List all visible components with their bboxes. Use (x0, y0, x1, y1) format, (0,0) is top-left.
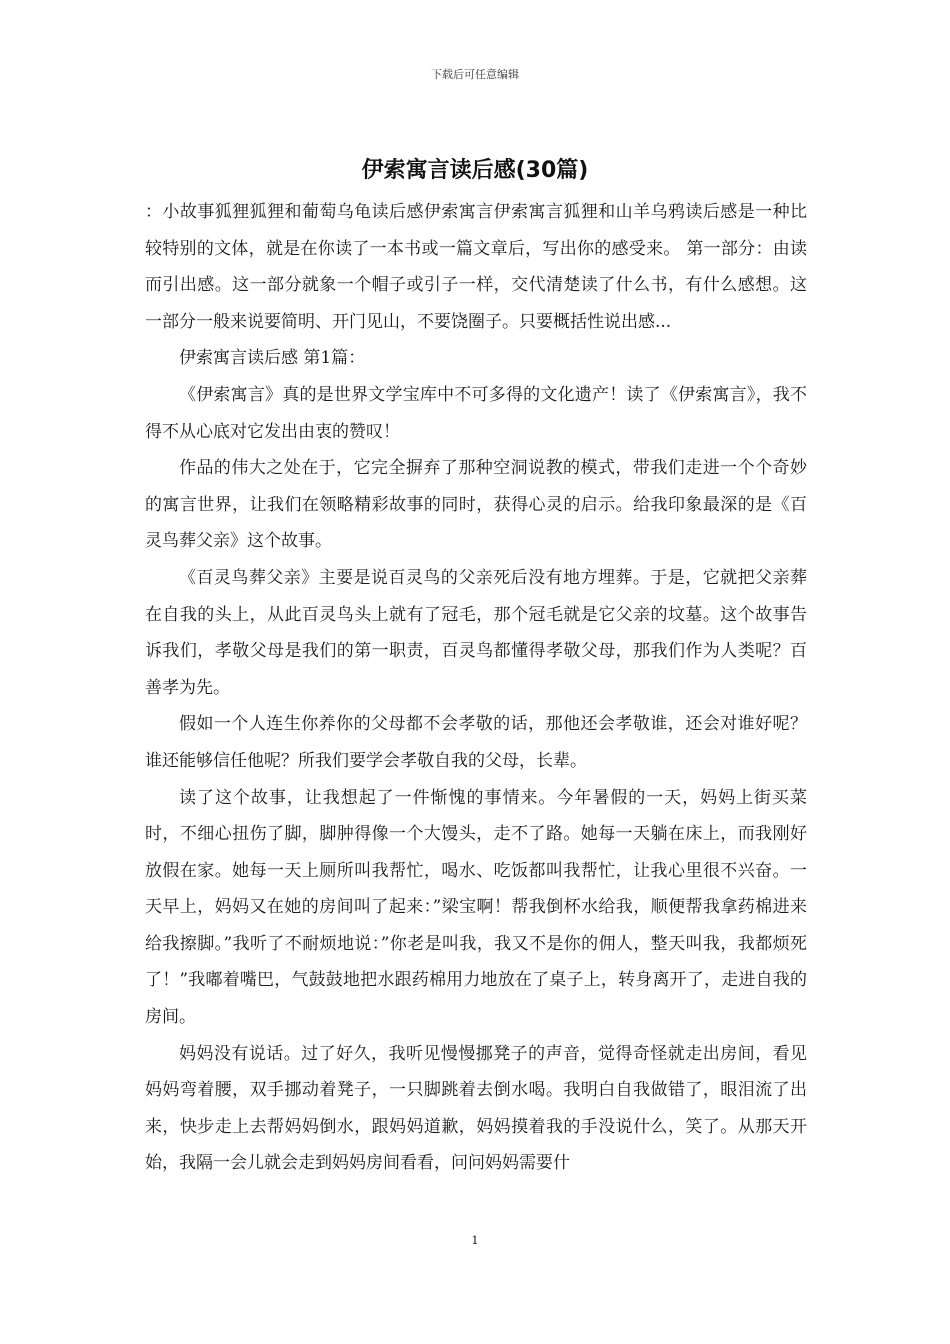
body-paragraph: 《百灵鸟葬父亲》主要是说百灵鸟的父亲死后没有地方埋葬。于是，它就把父亲葬在自我的头上，从此百灵鸟头上就有了冠毛，那个冠毛就是它父亲的坟墓。这个故事告诉我们，孝敬父母是我们的第一职责，百灵鸟都懂得孝敬父母，那我们作为人类呢？百善孝为先。 (145, 567, 807, 698)
intro-paragraph: ：小故事狐狸狐狸和葡萄乌龟读后感伊索寓言伊索寓言狐狸和山羊乌鸦读后感是一种比较特别的文体，就是在你读了一本书或一篇文章后，写出你的感受来。 第一部分：由读而引出感。这一部分就象一个帽子或引子一样，交代清楚读了什么书，有什么感想。这一部分一般来说要简明、开门见山，不要饶圈子。只要概括性说出感... (145, 202, 807, 332)
body-paragraph: 作品的伟大之处在于，它完全摒弃了那种空洞说教的模式，带我们走进一个个奇妙的寓言世界，让我们在领略精彩故事的同时，获得心灵的启示。给我印象最深的是《百灵鸟葬父亲》这个故事。 (145, 458, 807, 552)
body-paragraph: 《伊索寓言》真的是世界文学宝库中不可多得的文化遗产！读了《伊索寓言》，我不得不从心底对它发出由衷的赞叹！ (145, 384, 807, 442)
body-paragraph: 妈妈没有说话。过了好久，我听见慢慢挪凳子的声音，觉得奇怪就走出房间，看见妈妈弯着腰，双手挪动着凳子，一只脚跳着去倒水喝。我明白自我做错了，眼泪流了出来，快步走上去帮妈妈倒水，跟妈妈道歉，妈妈摸着我的手没说什么，笑了。从那天开始，我隔一会儿就会走到妈妈房间看看，问问妈妈需要什 (145, 1043, 807, 1174)
page-header-note: 下载后可任意编辑 (431, 68, 519, 81)
section-heading: 伊索寓言读后感 第1篇： (179, 348, 366, 369)
body-paragraph: 读了这个故事，让我想起了一件惭愧的事情来。今年暑假的一天，妈妈上街买菜时，不细心扭伤了脚，脚肿得像一个大馒头，走不了路。她每一天躺在床上，而我刚好放假在家。她每一天上厕所叫我帮忙，喝水、吃饭都叫我帮忙，让我心里很不兴奋。一天早上，妈妈又在她的房间叫了起来：”梁宝啊！帮我倒杯水给我，顺便帮我拿药棉进来给我擦脚。”我听了不耐烦地说：”你老是叫我，我又不是你的佣人，整天叫我，我都烦死了！”我嘟着嘴巴，气鼓鼓地把水跟药棉用力地放在了桌子上，转身离开了，走进自我的房间。 (145, 787, 807, 1028)
document-title: 伊索寓言读后感(30篇) (361, 158, 589, 183)
page-number: 1 (471, 1234, 479, 1247)
body-paragraph: 假如一个人连生你养你的父母都不会孝敬的话，那他还会孝敬谁，还会对谁好呢？谁还能够信任他呢？所我们要学会孝敬自我的父母，长辈。 (145, 714, 807, 771)
document-body (145, 194, 807, 1182)
